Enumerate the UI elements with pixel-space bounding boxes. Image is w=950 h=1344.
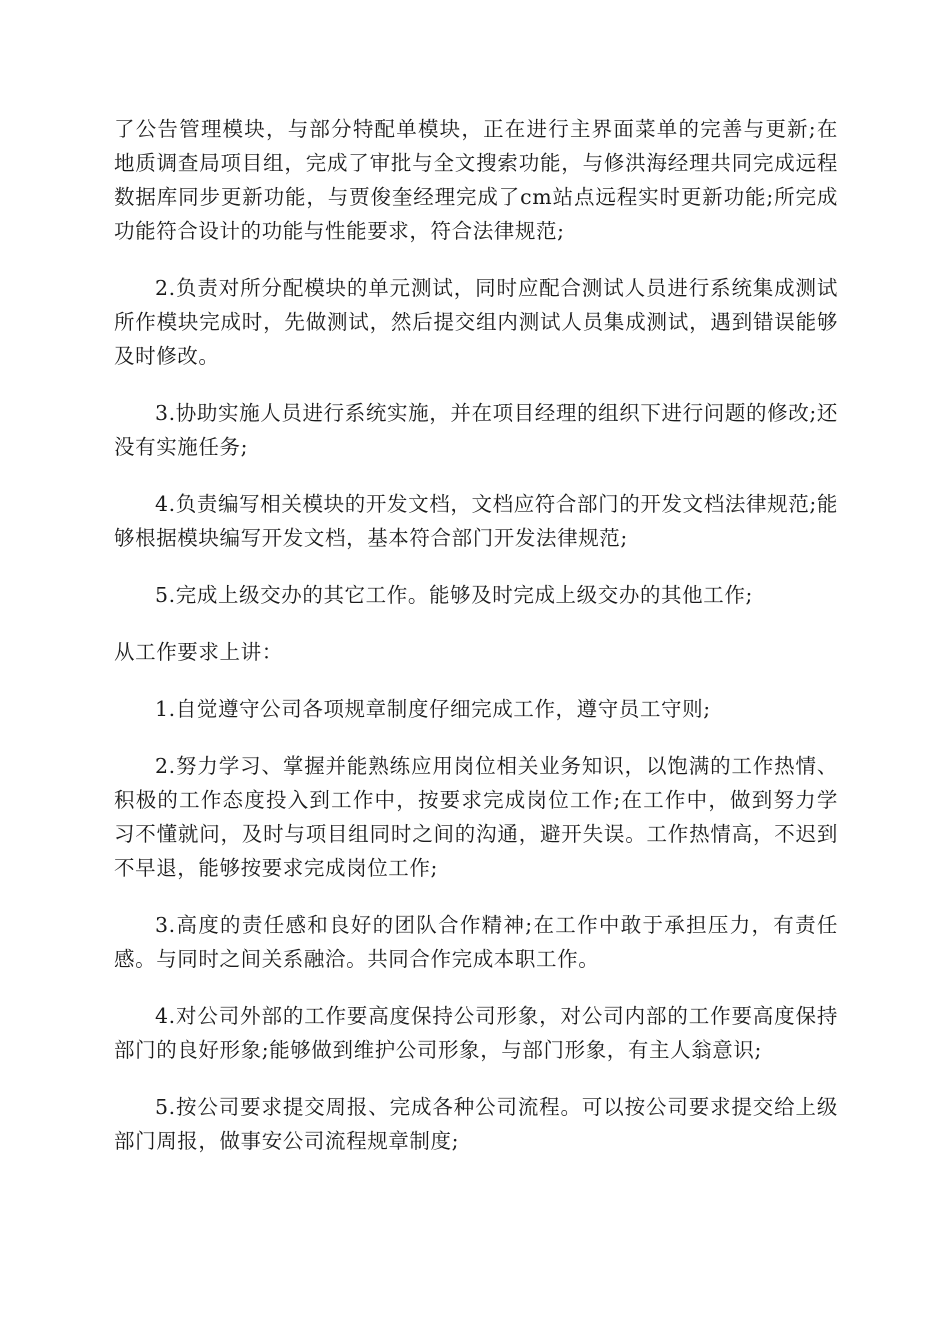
paragraph-8: 2.努力学习、掌握并能熟练应用岗位相关业务知识，以饱满的工作热情、积极的工作态度投入到工作中，按要求完成岗位工作;在工作中，做到努力学习不懂就问，及时与项目组同时之间的沟通，避开失误。工作热情高，不迟到不早退，能够按要求完成岗位工作;: [114, 754, 838, 880]
paragraph-2: 2.负责对所分配模块的单元测试，同时应配合测试人员进行系统集成测试所作模块完成时，先做测试，然后提交组内测试人员集成测试，遇到错误能够及时修改。: [114, 276, 838, 368]
paragraph-5: 5.完成上级交办的其它工作。能够及时完成上级交办的其他工作;: [155, 583, 753, 607]
document-body: [114, 112, 838, 1181]
paragraph-7: 1.自觉遵守公司各项规章制度仔细完成工作，遵守员工守则;: [155, 697, 711, 721]
paragraph-11: 5.按公司要求提交周报、完成各种公司流程。可以按公司要求提交给上级部门周报，做事安公司流程规章制度;: [114, 1095, 838, 1153]
paragraph-9: 3.高度的责任感和良好的团队合作精神;在工作中敢于承担压力，有责任感。与同时之间关系融洽。共同合作完成本职工作。: [114, 913, 838, 971]
paragraph-3: 3.协助实施人员进行系统实施，并在项目经理的组织下进行问题的修改;还没有实施任务;: [114, 401, 838, 459]
section-heading: 从工作要求上讲：: [114, 640, 283, 664]
paragraph-4: 4.负责编写相关模块的开发文档，文档应符合部门的开发文档法律规范;能够根据模块编写开发文档，基本符合部门开发法律规范;: [114, 492, 838, 550]
paragraph-10: 4.对公司外部的工作要高度保持公司形象，对公司内部的工作要高度保持部门的良好形象;能够做到维护公司形象，与部门形象，有主人翁意识;: [114, 1004, 838, 1062]
paragraph-1: 了公告管理模块，与部分特配单模块，正在进行主界面菜单的完善与更新;在地质调查局项目组，完成了审批与全文搜索功能，与修洪海经理共同完成远程数据库同步更新功能，与贾俊奎经理完成了cm站点远程实时更新功能;所完成功能符合设计的功能与性能要求，符合法律规范;: [114, 117, 838, 243]
